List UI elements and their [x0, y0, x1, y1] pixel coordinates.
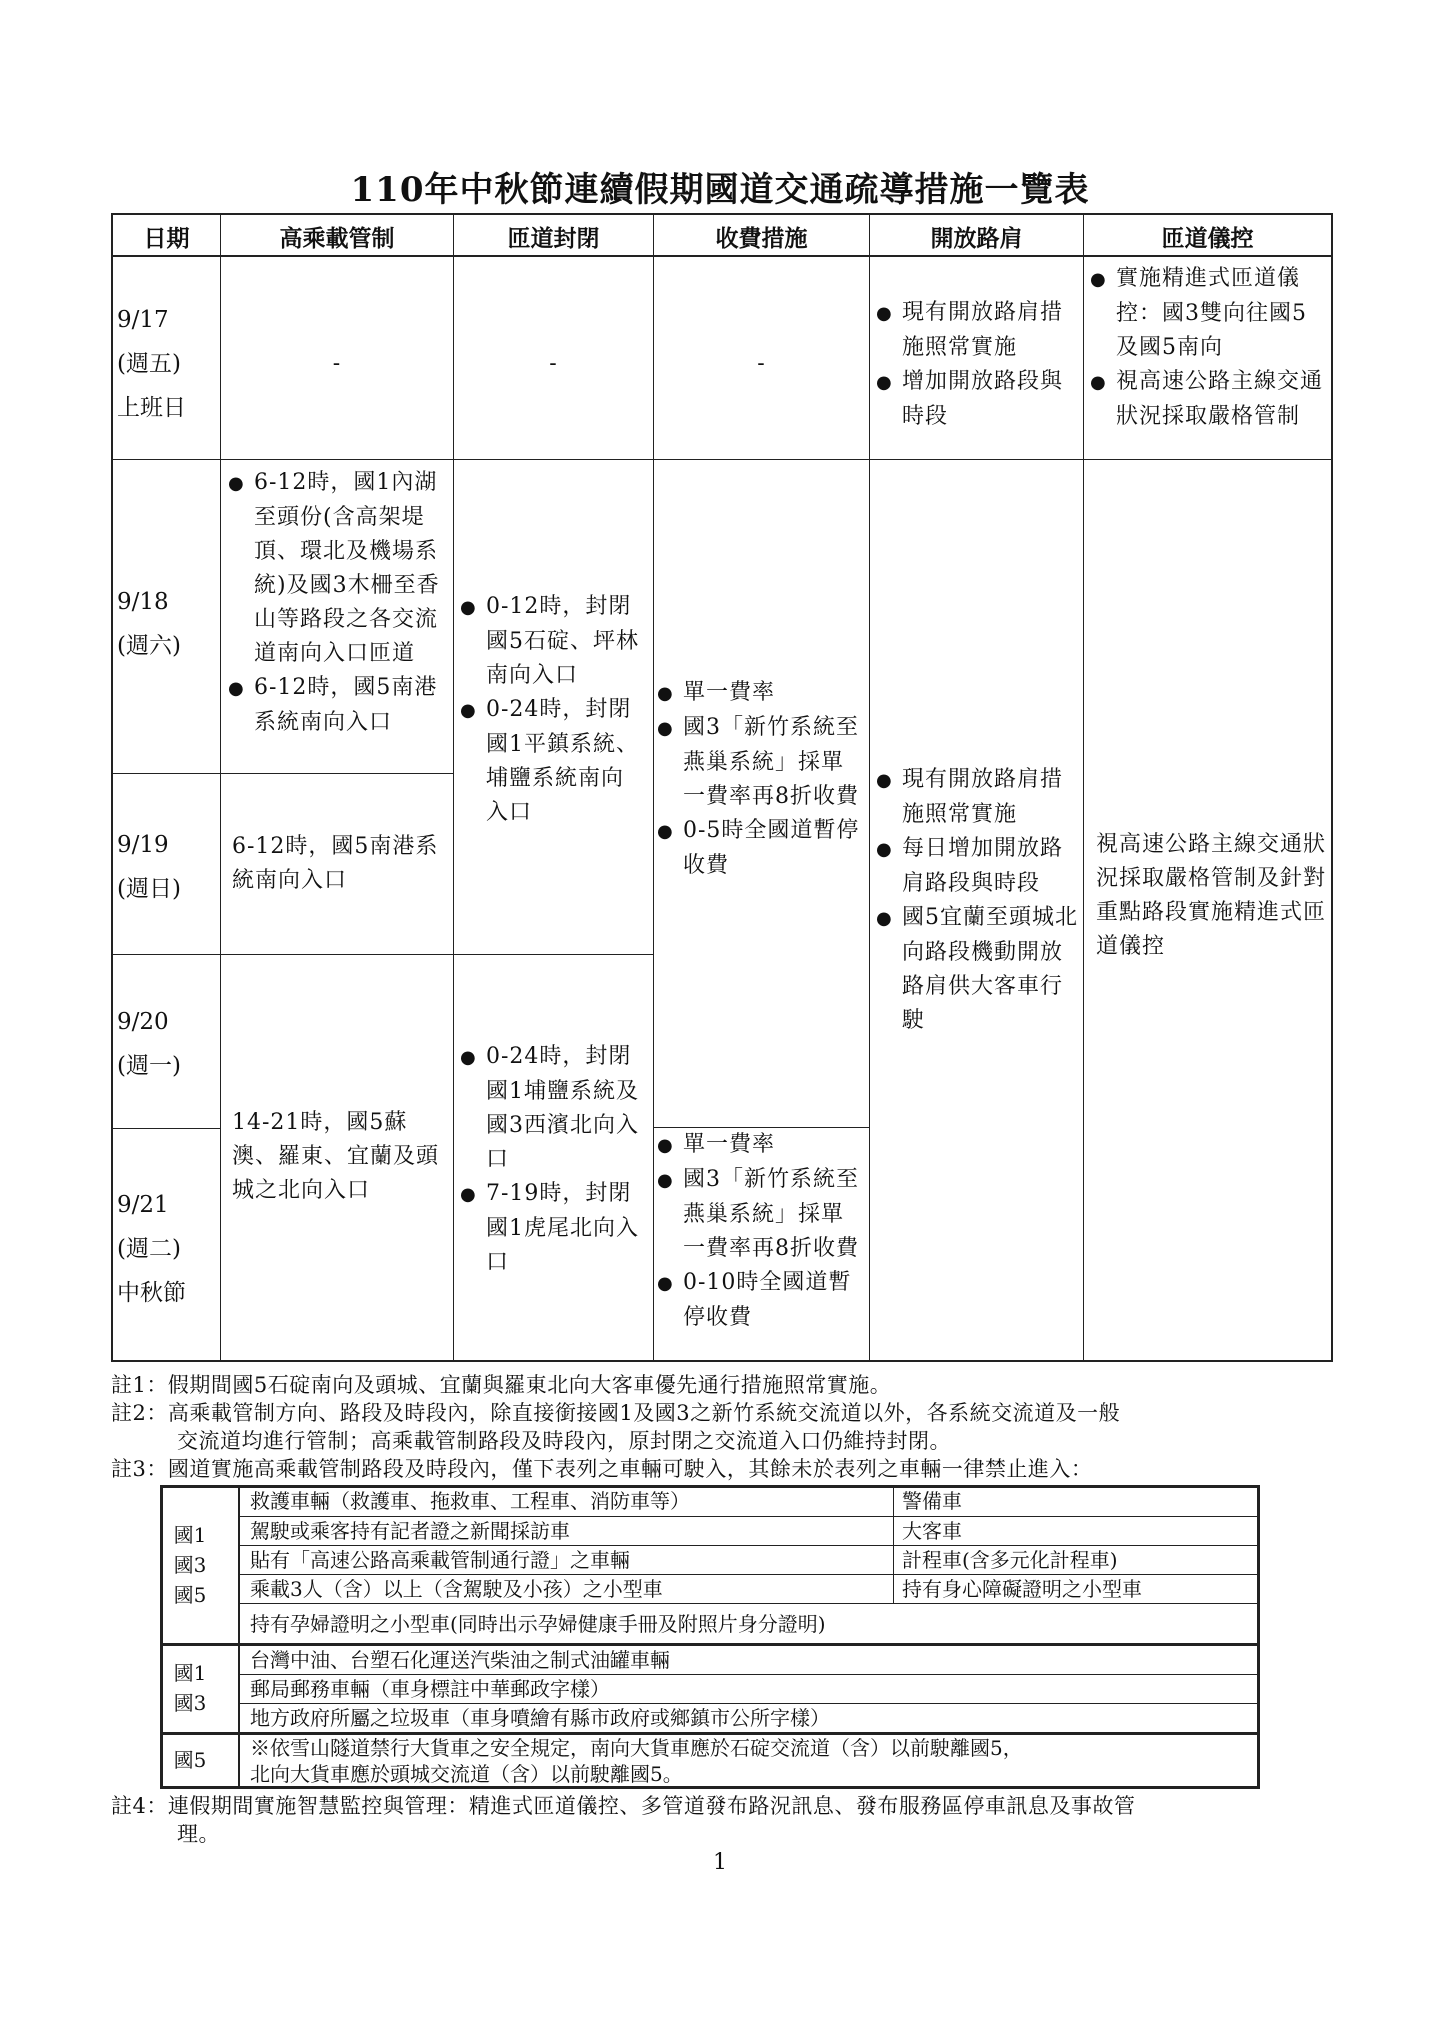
shoulder-0918-0921: ● 現有開放路肩措施照常實施 ● 每日增加開放路肩路段與時段 ● 國5宜蘭至頭城北向路段機動開放路肩供大客車行駛: [876, 763, 1078, 1038]
dash-toll-0917: -: [757, 351, 766, 376]
exempt-row: 持有孕婦證明之小型車(同時出示孕婦健康手冊及附照片身分證明): [250, 1612, 826, 1636]
meter-0918-0921: 視高速公路主線交通狀況採取嚴格管制及針對重點路段實施精進式匝道儀控: [1096, 832, 1327, 959]
date-0919: 9/19 (週日): [117, 832, 181, 902]
exempt-row: 計程車(含多元化計程車): [902, 1548, 1118, 1572]
exempt-row: 乘載3人（含）以上（含駕駛及小孩）之小型車: [250, 1577, 663, 1601]
header-ramp-close: 匝道封閉: [507, 225, 600, 252]
exempt-group1-label: 國1 國3 國5: [173, 1523, 207, 1607]
ramp-close-0920-0921: ● 0-24時，封閉國1埔鹽系統及國3西濱北向入口 ● 7-19時，封閉國1虎尾北向入口: [460, 1040, 646, 1280]
note-1: 註1：假期間國5石碇南向及頭城、宜蘭與羅東北向大客車優先通行措施照常實施。: [111, 1373, 892, 1397]
note-2-line2: 交流道均進行管制；高乘載管制路段及時段內，原封閉之交流道入口仍維持封閉。: [177, 1429, 951, 1453]
exempt-row: 貼有「高速公路高乘載管制通行證」之車輛: [250, 1548, 630, 1572]
exempt-row: 持有身心障礙證明之小型車: [902, 1577, 1142, 1601]
date-0921: 9/21 (週二) 中秋節: [117, 1192, 186, 1306]
header-date: 日期: [143, 225, 190, 252]
exempt-group3-label: 國5: [173, 1748, 207, 1772]
page-title: 110年中秋節連續假期國道交通疏導措施一覽表: [350, 170, 1090, 210]
header-hov: 高乘載管制: [279, 225, 395, 252]
shoulder-0917: ● 現有開放路肩措施照常實施 ● 增加開放路段與時段: [876, 296, 1078, 434]
note-4-line1: 註4：連假期間實施智慧監控與管理：精進式匝道儀控、多管道發布路況訊息、發布服務區停車訊息及事故管: [111, 1794, 1136, 1818]
exempt-row: 救護車輛（救護車、拖救車、工程車、消防車等）: [250, 1489, 690, 1513]
date-0917: 9/17 (週五) 上班日: [117, 307, 186, 421]
date-0920: 9/20 (週一): [117, 1009, 181, 1079]
exempt-row: 駕駛或乘客持有記者證之新聞採訪車: [250, 1519, 570, 1543]
note-2-line1: 註2：高乘載管制方向、路段及時段內，除直接銜接國1及國3之新竹系統交流道以外，各系統交流道及一般: [111, 1401, 1121, 1425]
exempt-group2-label: 國1 國3: [173, 1661, 207, 1715]
exempt-row: 北向大貨車應於頭城交流道（含）以前駛離國5。: [250, 1762, 683, 1786]
exempt-row: 郵局郵務車輛（車身標註中華郵政字樣）: [250, 1677, 610, 1701]
hov-0919: 6-12時，國5南港系統南向入口: [232, 834, 439, 893]
exempt-row: 警備車: [902, 1489, 962, 1513]
date-0918: 9/18 (週六): [117, 589, 181, 659]
ramp-close-0918-0919: ● 0-12時，封閉國5石碇、坪林南向入口 ● 0-24時，封閉國1平鎮系統、埔鹽系統南向入口: [460, 590, 646, 830]
hov-0920-0921: 14-21時，國5蘇澳、羅東、宜蘭及頭城之北向入口: [232, 1110, 440, 1203]
exempt-row: ※依雪山隧道禁行大貨車之安全規定，南向大貨車應於石碇交流道（含）以前駛離國5，: [250, 1736, 1023, 1760]
exempt-row: 地方政府所屬之垃圾車（車身噴繪有縣市政府或鄉鎮市公所字樣）: [250, 1706, 830, 1730]
hov-0918: ● 6-12時，國1內湖至頭份(含高架堤頂、環北及機場系統)及國3木柵至香山等路段之各交流道南向入口匝道 ● 6-12時，國5南港系統南向入口: [228, 466, 446, 740]
dash-hov-0917: -: [332, 351, 342, 376]
header-ramp-meter: 匝道儀控: [1161, 225, 1254, 252]
dash-ramp-0917: -: [549, 351, 558, 376]
exempt-row: 大客車: [902, 1519, 962, 1543]
header-shoulder: 開放路肩: [930, 225, 1023, 252]
note-3: 註3：國道實施高乘載管制路段及時段內，僅下表列之車輛可駛入，其餘未於表列之車輛一律禁止進入：: [111, 1457, 1093, 1481]
exempt-row: 台灣中油、台塑石化運送汽柴油之制式油罐車輛: [250, 1648, 670, 1672]
meter-0917: ● 實施精進式匝道儀控：國3雙向往國5及國5南向 ● 視高速公路主線交通狀況採取嚴格管制: [1090, 262, 1326, 434]
toll-0921: ● 單一費率 ● 國3「新竹系統至燕巢系統」採單一費率再8折收費 ● 0-10時全國道暫停收費: [657, 1128, 865, 1335]
note-4-line2: 理。: [177, 1822, 220, 1846]
header-toll: 收費措施: [715, 225, 808, 252]
toll-0918-0920: ● 單一費率 ● 國3「新竹系統至燕巢系統」採單一費率再8折收費 ● 0-5時全國道暫停收費: [657, 676, 865, 883]
page-number: 1: [713, 1850, 727, 1875]
